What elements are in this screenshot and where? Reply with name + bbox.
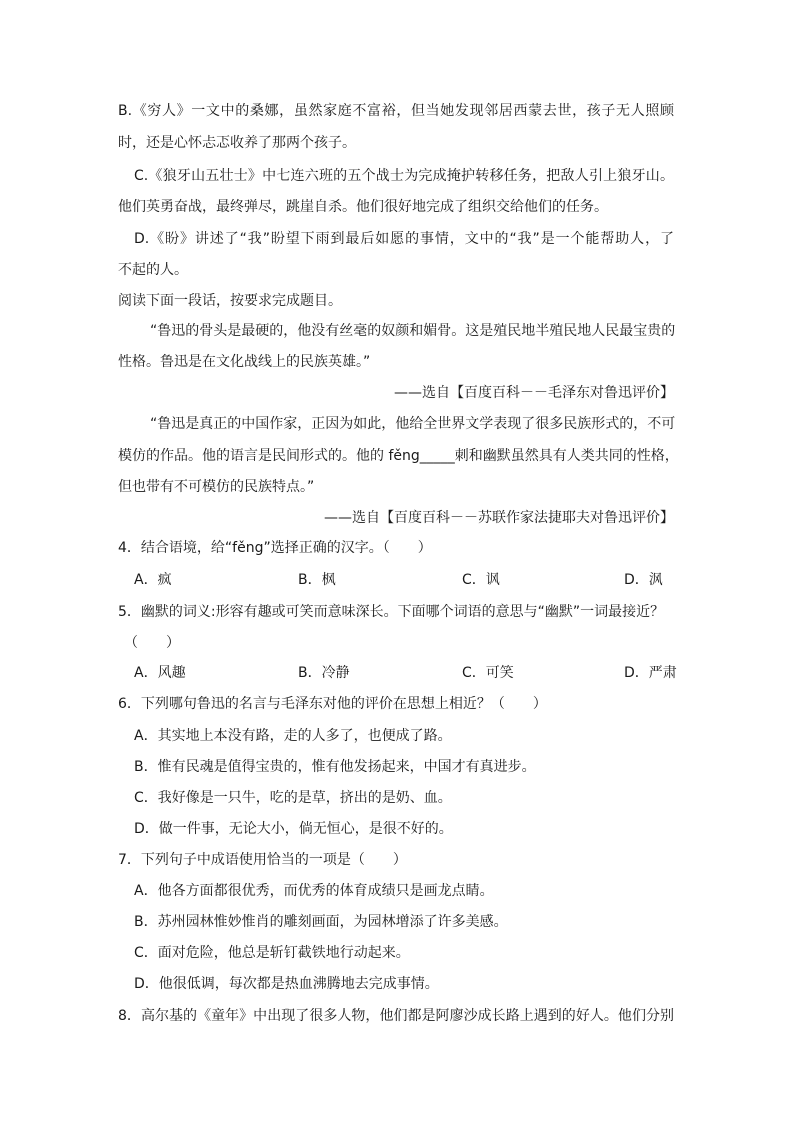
q5-option-c[interactable]: C．可笑	[462, 665, 514, 681]
q7-option-a[interactable]: A．他各方面都很优秀，而优秀的体育成绩只是画龙点睛。	[134, 883, 494, 899]
q6-stem: 6．下列哪句鲁迅的名言与毛泽东对他的评价在思想上相近？（ ）	[118, 696, 547, 712]
q5-stem-line2: （ ）	[124, 635, 180, 651]
q6-option-a[interactable]: A．其实地上本没有路，走的人多了，也便成了路。	[134, 728, 452, 744]
option-d-line1: D.《盼》讲述了“我”盼望下雨到最后如愿的事情，文中的“我”是一个能帮助人，了	[134, 231, 674, 247]
passage1-line2: 性格。鲁迅是在文化战线上的民族英雄。”	[118, 354, 371, 370]
q7-option-b[interactable]: B．苏州园林惟妙惟肖的雕刻画面，为园林增添了许多美感。	[134, 914, 508, 930]
q4-option-b[interactable]: B．枫	[298, 572, 336, 588]
q7-stem: 7．下列句子中成语使用恰当的一项是（ ）	[118, 852, 407, 868]
passage2-line1: “鲁迅是真正的中国作家，正因为如此，他给全世界文学表现了很多民族形式的，不可	[150, 416, 676, 432]
q4-option-d[interactable]: D．沨	[624, 572, 663, 588]
q4-option-c[interactable]: C．讽	[462, 572, 500, 588]
passage1-line1: “鲁迅的骨头是最硬的，他没有丝毫的奴颜和媚骨。这是殖民地半殖民地人民最宝贵的	[150, 323, 676, 339]
option-c-line2: 他们英勇奋战，最终弹尽，跳崖自杀。他们很好地完成了组织交给他们的任务。	[118, 199, 608, 215]
q5-stem-line1: 5．幽默的词义:形容有趣或可笑而意味深长。下面哪个词语的意思与“幽默”一词最接近？	[118, 604, 665, 620]
q6-option-c[interactable]: C．我好像是一只牛，吃的是草，挤出的是奶、血。	[134, 790, 452, 806]
passage1-source: ——选自【百度百科－－毛泽东对鲁迅评价】	[394, 385, 674, 401]
passage2-line2: 模仿的作品。他的语言是民间形式的。他的 fěng_____刺和幽默虽然具有人类共同的性格，	[118, 448, 679, 464]
q4-option-a[interactable]: A．疯	[134, 572, 172, 588]
q5-option-d[interactable]: D．严肃	[624, 665, 677, 681]
q5-option-b[interactable]: B．冷静	[298, 665, 350, 681]
q7-option-c[interactable]: C．面对危险，他总是斩钉截铁地行动起来。	[134, 945, 410, 961]
passage2-line3: 但也带有不可模仿的民族特点。”	[118, 479, 315, 495]
q6-option-b[interactable]: B．惟有民魂是值得宝贵的，惟有他发扬起来，中国才有真进步。	[134, 759, 536, 775]
q4-stem: 4．结合语境，给“fěng”选择正确的汉字。（ ）	[118, 540, 432, 556]
reading-instruction: 阅读下面一段话，按要求完成题目。	[118, 293, 342, 309]
option-b-line1: B.《穷人》一文中的桑娜，虽然家庭不富裕，但当她发现邻居西蒙去世，孩子无人照顾	[118, 103, 674, 119]
q5-option-a[interactable]: A．风趣	[134, 665, 186, 681]
option-d-line2: 不起的人。	[118, 262, 188, 278]
option-b-line2: 时，还是心怀忐忑收养了那两个孩子。	[118, 135, 356, 151]
passage2-source: ——选自【百度百科－－苏联作家法捷耶夫对鲁迅评价】	[324, 510, 674, 526]
q6-option-d[interactable]: D．做一件事，无论大小，倘无恒心，是很不好的。	[134, 821, 453, 837]
q7-option-d[interactable]: D．他很低调，每次都是热血沸腾地去完成事情。	[134, 976, 439, 992]
option-c-line1: C.《狼牙山五壮士》中七连六班的五个战士为完成掩护转移任务，把敌人引上狼牙山。	[134, 168, 674, 184]
q8-stem-line1: 8．高尔基的《童年》中出现了很多人物，他们都是阿廖沙成长路上遇到的好人。他们分别	[118, 1008, 674, 1024]
